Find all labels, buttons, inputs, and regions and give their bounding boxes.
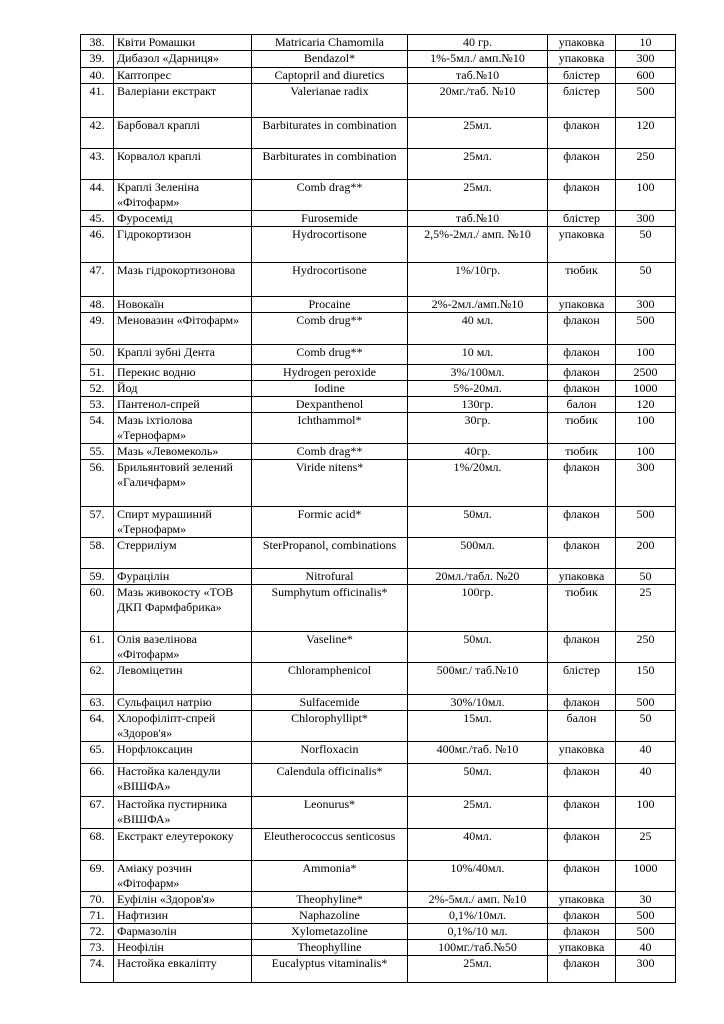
row-number-cell: 61. bbox=[81, 632, 114, 663]
table-row bbox=[81, 227, 676, 263]
dosage-form-cell: 40 мл. bbox=[408, 313, 548, 345]
package-cell: флакон bbox=[548, 956, 616, 983]
row-number-cell: 62. bbox=[81, 663, 114, 695]
inn-cell: Dexpanthenol bbox=[252, 397, 408, 413]
row-number-cell: 70. bbox=[81, 892, 114, 908]
dosage-form-cell: 10 мл. bbox=[408, 345, 548, 365]
dosage-form-cell: 25мл. bbox=[408, 118, 548, 149]
drug-name-cell: Мазь іхтіолова «Тернофарм» bbox=[114, 413, 252, 444]
table-row bbox=[81, 507, 676, 538]
inn-cell: Bendazol* bbox=[252, 51, 408, 68]
drug-name-cell: Настойка евкаліпту bbox=[114, 956, 252, 983]
table-row bbox=[81, 35, 676, 51]
table-row bbox=[81, 861, 676, 892]
inn-cell: Barbiturates in combination bbox=[252, 118, 408, 149]
quantity-cell: 500 bbox=[616, 313, 676, 345]
row-number-cell: 51. bbox=[81, 365, 114, 381]
quantity-cell: 100 bbox=[616, 413, 676, 444]
package-cell: упаковка bbox=[548, 227, 616, 263]
dosage-form-cell: 25мл. bbox=[408, 149, 548, 180]
drug-name-cell: Краплі Зеленіна «Фітофарм» bbox=[114, 180, 252, 211]
package-cell: блістер bbox=[548, 68, 616, 84]
inn-cell: Theophylline bbox=[252, 940, 408, 956]
table-row bbox=[81, 632, 676, 663]
quantity-cell: 300 bbox=[616, 211, 676, 227]
drug-name-cell: Пантенол-спрей bbox=[114, 397, 252, 413]
drug-name-cell: Екстракт елеутерококу bbox=[114, 829, 252, 861]
row-number-cell: 45. bbox=[81, 211, 114, 227]
drug-name-cell: Стерриліум bbox=[114, 538, 252, 569]
drug-name-cell: Спирт мурашиний «Тернофарм» bbox=[114, 507, 252, 538]
table-row bbox=[81, 180, 676, 211]
dosage-form-cell: 50мл. bbox=[408, 632, 548, 663]
drug-name-cell: Корвалол краплі bbox=[114, 149, 252, 180]
quantity-cell: 10 bbox=[616, 35, 676, 51]
table-row bbox=[81, 345, 676, 365]
row-number-cell: 56. bbox=[81, 460, 114, 507]
dosage-form-cell: 2%-2мл./амп.№10 bbox=[408, 297, 548, 313]
package-cell: флакон bbox=[548, 460, 616, 507]
drug-name-cell: Каптопрес bbox=[114, 68, 252, 84]
dosage-form-cell: 2%-5мл./ амп. №10 bbox=[408, 892, 548, 908]
inn-cell: Valerianae radix bbox=[252, 84, 408, 118]
row-number-cell: 48. bbox=[81, 297, 114, 313]
quantity-cell: 300 bbox=[616, 297, 676, 313]
table-row bbox=[81, 313, 676, 345]
row-number-cell: 66. bbox=[81, 764, 114, 797]
row-number-cell: 73. bbox=[81, 940, 114, 956]
row-number-cell: 54. bbox=[81, 413, 114, 444]
inn-cell: Sumphytum officinalis* bbox=[252, 585, 408, 632]
dosage-form-cell: таб.№10 bbox=[408, 68, 548, 84]
row-number-cell: 49. bbox=[81, 313, 114, 345]
drug-name-cell: Сульфацил натрію bbox=[114, 695, 252, 711]
dosage-form-cell: 40гр. bbox=[408, 444, 548, 460]
package-cell: упаковка bbox=[548, 35, 616, 51]
quantity-cell: 40 bbox=[616, 940, 676, 956]
quantity-cell: 500 bbox=[616, 507, 676, 538]
drug-name-cell: Еуфілін «Здоров'я» bbox=[114, 892, 252, 908]
inn-cell: Procaine bbox=[252, 297, 408, 313]
table-row bbox=[81, 460, 676, 507]
package-cell: балон bbox=[548, 711, 616, 742]
dosage-form-cell: 0,1%/10 мл. bbox=[408, 924, 548, 940]
drug-name-cell: Дибазол «Дарниця» bbox=[114, 51, 252, 68]
quantity-cell: 300 bbox=[616, 460, 676, 507]
row-number-cell: 72. bbox=[81, 924, 114, 940]
drug-name-cell: Краплі зубні Дента bbox=[114, 345, 252, 365]
quantity-cell: 50 bbox=[616, 569, 676, 585]
drug-name-cell: Настойка пустирника «ВІШФА» bbox=[114, 797, 252, 829]
package-cell: флакон bbox=[548, 118, 616, 149]
package-cell: балон bbox=[548, 397, 616, 413]
inn-cell: Hydrogen peroxide bbox=[252, 365, 408, 381]
dosage-form-cell: 500мг./ таб.№10 bbox=[408, 663, 548, 695]
dosage-form-cell: 20мг./таб. №10 bbox=[408, 84, 548, 118]
drug-name-cell: Новокаїн bbox=[114, 297, 252, 313]
package-cell: упаковка bbox=[548, 940, 616, 956]
table-row bbox=[81, 663, 676, 695]
drug-name-cell: Гідрокортизон bbox=[114, 227, 252, 263]
table-row bbox=[81, 149, 676, 180]
row-number-cell: 58. bbox=[81, 538, 114, 569]
drug-name-cell: Фуросемід bbox=[114, 211, 252, 227]
package-cell: флакон bbox=[548, 538, 616, 569]
drug-name-cell: Настойка календули «ВІШФА» bbox=[114, 764, 252, 797]
drug-name-cell: Фурацілін bbox=[114, 569, 252, 585]
table-row bbox=[81, 695, 676, 711]
inn-cell: SterPropanol, combinations bbox=[252, 538, 408, 569]
inn-cell: Xylometazoline bbox=[252, 924, 408, 940]
row-number-cell: 60. bbox=[81, 585, 114, 632]
quantity-cell: 250 bbox=[616, 149, 676, 180]
table-row bbox=[81, 940, 676, 956]
table-row bbox=[81, 84, 676, 118]
package-cell: упаковка bbox=[548, 742, 616, 764]
inn-cell: Barbiturates in combination bbox=[252, 149, 408, 180]
inn-cell: Captopril and diuretics bbox=[252, 68, 408, 84]
inn-cell: Calendula officinalis* bbox=[252, 764, 408, 797]
drug-name-cell: Мазь гідрокортизонова bbox=[114, 263, 252, 297]
quantity-cell: 50 bbox=[616, 227, 676, 263]
quantity-cell: 40 bbox=[616, 742, 676, 764]
row-number-cell: 44. bbox=[81, 180, 114, 211]
row-number-cell: 40. bbox=[81, 68, 114, 84]
table-row bbox=[81, 908, 676, 924]
inn-cell: Naphazoline bbox=[252, 908, 408, 924]
dosage-form-cell: 25мл. bbox=[408, 956, 548, 983]
quantity-cell: 120 bbox=[616, 397, 676, 413]
inn-cell: Vaseline* bbox=[252, 632, 408, 663]
drug-name-cell: Барбовал краплі bbox=[114, 118, 252, 149]
inn-cell: Hydrocortisone bbox=[252, 263, 408, 297]
quantity-cell: 300 bbox=[616, 956, 676, 983]
inn-cell: Eucalyptus vitaminalis* bbox=[252, 956, 408, 983]
quantity-cell: 100 bbox=[616, 180, 676, 211]
table-row bbox=[81, 297, 676, 313]
dosage-form-cell: 1%-5мл./ амп.№10 bbox=[408, 51, 548, 68]
package-cell: флакон bbox=[548, 908, 616, 924]
drug-name-cell: Йод bbox=[114, 381, 252, 397]
row-number-cell: 55. bbox=[81, 444, 114, 460]
table-row bbox=[81, 444, 676, 460]
package-cell: тюбик bbox=[548, 413, 616, 444]
table-row bbox=[81, 829, 676, 861]
inn-cell: Comb drag** bbox=[252, 444, 408, 460]
table-row bbox=[81, 585, 676, 632]
row-number-cell: 74. bbox=[81, 956, 114, 983]
quantity-cell: 25 bbox=[616, 585, 676, 632]
quantity-cell: 120 bbox=[616, 118, 676, 149]
quantity-cell: 100 bbox=[616, 444, 676, 460]
dosage-form-cell: 25мл. bbox=[408, 797, 548, 829]
inn-cell: Leonurus* bbox=[252, 797, 408, 829]
table-row bbox=[81, 51, 676, 68]
dosage-form-cell: 500мл. bbox=[408, 538, 548, 569]
quantity-cell: 1000 bbox=[616, 381, 676, 397]
table-row bbox=[81, 263, 676, 297]
drug-name-cell: Аміаку розчин «Фітофарм» bbox=[114, 861, 252, 892]
table-row bbox=[81, 711, 676, 742]
row-number-cell: 68. bbox=[81, 829, 114, 861]
quantity-cell: 250 bbox=[616, 632, 676, 663]
dosage-form-cell: 30гр. bbox=[408, 413, 548, 444]
inn-cell: Chloramphenicol bbox=[252, 663, 408, 695]
inn-cell: Nitrofural bbox=[252, 569, 408, 585]
quantity-cell: 500 bbox=[616, 924, 676, 940]
quantity-cell: 150 bbox=[616, 663, 676, 695]
row-number-cell: 52. bbox=[81, 381, 114, 397]
dosage-form-cell: 100мг./таб.№50 bbox=[408, 940, 548, 956]
package-cell: упаковка bbox=[548, 297, 616, 313]
inn-cell: Comb drug** bbox=[252, 345, 408, 365]
table-row bbox=[81, 797, 676, 829]
drug-name-cell: Нафтизин bbox=[114, 908, 252, 924]
drug-name-cell: Перекис водню bbox=[114, 365, 252, 381]
row-number-cell: 64. bbox=[81, 711, 114, 742]
row-number-cell: 50. bbox=[81, 345, 114, 365]
quantity-cell: 50 bbox=[616, 711, 676, 742]
row-number-cell: 71. bbox=[81, 908, 114, 924]
row-number-cell: 67. bbox=[81, 797, 114, 829]
inn-cell: Theophyline* bbox=[252, 892, 408, 908]
inn-cell: Ichthammol* bbox=[252, 413, 408, 444]
package-cell: тюбик bbox=[548, 263, 616, 297]
inn-cell: Formic acid* bbox=[252, 507, 408, 538]
quantity-cell: 500 bbox=[616, 84, 676, 118]
package-cell: флакон bbox=[548, 381, 616, 397]
dosage-form-cell: 400мг./таб. №10 bbox=[408, 742, 548, 764]
row-number-cell: 53. bbox=[81, 397, 114, 413]
drug-name-cell: Норфлоксацин bbox=[114, 742, 252, 764]
dosage-form-cell: 2,5%-2мл./ амп. №10 bbox=[408, 227, 548, 263]
quantity-cell: 300 bbox=[616, 51, 676, 68]
table-row bbox=[81, 397, 676, 413]
quantity-cell: 500 bbox=[616, 695, 676, 711]
drug-name-cell: Неофілін bbox=[114, 940, 252, 956]
drug-name-cell: Хлорофіліпт-спрей «Здоров'я» bbox=[114, 711, 252, 742]
package-cell: флакон bbox=[548, 632, 616, 663]
quantity-cell: 40 bbox=[616, 764, 676, 797]
quantity-cell: 30 bbox=[616, 892, 676, 908]
dosage-form-cell: 1%/10гр. bbox=[408, 263, 548, 297]
drug-name-cell: Олія вазелінова «Фітофарм» bbox=[114, 632, 252, 663]
drug-name-cell: Мазь живокосту «ТОВ ДКП Фармфабрика» bbox=[114, 585, 252, 632]
quantity-cell: 100 bbox=[616, 797, 676, 829]
drug-name-cell: Квіти Ромашки bbox=[114, 35, 252, 51]
package-cell: флакон bbox=[548, 924, 616, 940]
package-cell: флакон bbox=[548, 365, 616, 381]
inn-cell: Matricaria Chamomila bbox=[252, 35, 408, 51]
package-cell: блістер bbox=[548, 663, 616, 695]
table-row bbox=[81, 569, 676, 585]
dosage-form-cell: 50мл. bbox=[408, 764, 548, 797]
row-number-cell: 59. bbox=[81, 569, 114, 585]
package-cell: флакон bbox=[548, 149, 616, 180]
dosage-form-cell: 1%/20мл. bbox=[408, 460, 548, 507]
package-cell: упаковка bbox=[548, 51, 616, 68]
package-cell: упаковка bbox=[548, 892, 616, 908]
quantity-cell: 2500 bbox=[616, 365, 676, 381]
package-cell: флакон bbox=[548, 861, 616, 892]
drug-name-cell: Брильянтовий зелений «Галичфарм» bbox=[114, 460, 252, 507]
quantity-cell: 50 bbox=[616, 263, 676, 297]
dosage-form-cell: 100гр. bbox=[408, 585, 548, 632]
package-cell: тюбик bbox=[548, 444, 616, 460]
row-number-cell: 42. bbox=[81, 118, 114, 149]
package-cell: блістер bbox=[548, 84, 616, 118]
row-number-cell: 41. bbox=[81, 84, 114, 118]
table-row bbox=[81, 764, 676, 797]
table-row bbox=[81, 742, 676, 764]
dosage-form-cell: таб.№10 bbox=[408, 211, 548, 227]
row-number-cell: 39. bbox=[81, 51, 114, 68]
dosage-form-cell: 25мл. bbox=[408, 180, 548, 211]
dosage-form-cell: 40 гр. bbox=[408, 35, 548, 51]
package-cell: упаковка bbox=[548, 569, 616, 585]
drug-name-cell: Валеріани екстракт bbox=[114, 84, 252, 118]
row-number-cell: 38. bbox=[81, 35, 114, 51]
inn-cell: Comb drug** bbox=[252, 313, 408, 345]
quantity-cell: 1000 bbox=[616, 861, 676, 892]
row-number-cell: 63. bbox=[81, 695, 114, 711]
package-cell: флакон bbox=[548, 695, 616, 711]
table-row bbox=[81, 892, 676, 908]
quantity-cell: 600 bbox=[616, 68, 676, 84]
inn-cell: Hydrocortisone bbox=[252, 227, 408, 263]
package-cell: флакон bbox=[548, 313, 616, 345]
inn-cell: Iodine bbox=[252, 381, 408, 397]
inn-cell: Furosemide bbox=[252, 211, 408, 227]
dosage-form-cell: 40мл. bbox=[408, 829, 548, 861]
inn-cell: Chlorophyllipt* bbox=[252, 711, 408, 742]
dosage-form-cell: 20мл./табл. №20 bbox=[408, 569, 548, 585]
drug-name-cell: Левоміцетин bbox=[114, 663, 252, 695]
table-row bbox=[81, 413, 676, 444]
table-row bbox=[81, 365, 676, 381]
inn-cell: Ammonia* bbox=[252, 861, 408, 892]
table-row bbox=[81, 956, 676, 983]
medicine-table bbox=[80, 34, 676, 983]
row-number-cell: 65. bbox=[81, 742, 114, 764]
dosage-form-cell: 130гр. bbox=[408, 397, 548, 413]
dosage-form-cell: 10%/40мл. bbox=[408, 861, 548, 892]
package-cell: тюбик bbox=[548, 585, 616, 632]
table-row bbox=[81, 118, 676, 149]
row-number-cell: 43. bbox=[81, 149, 114, 180]
dosage-form-cell: 15мл. bbox=[408, 711, 548, 742]
dosage-form-cell: 0,1%/10мл. bbox=[408, 908, 548, 924]
package-cell: блістер bbox=[548, 211, 616, 227]
dosage-form-cell: 3%/100мл. bbox=[408, 365, 548, 381]
dosage-form-cell: 5%-20мл. bbox=[408, 381, 548, 397]
quantity-cell: 25 bbox=[616, 829, 676, 861]
inn-cell: Sulfacemide bbox=[252, 695, 408, 711]
inn-cell: Viride nitens* bbox=[252, 460, 408, 507]
quantity-cell: 200 bbox=[616, 538, 676, 569]
quantity-cell: 100 bbox=[616, 345, 676, 365]
package-cell: флакон bbox=[548, 829, 616, 861]
table-row bbox=[81, 924, 676, 940]
package-cell: флакон bbox=[548, 764, 616, 797]
row-number-cell: 47. bbox=[81, 263, 114, 297]
inn-cell: Norfloxacin bbox=[252, 742, 408, 764]
inn-cell: Eleutherococcus senticosus bbox=[252, 829, 408, 861]
quantity-cell: 500 bbox=[616, 908, 676, 924]
row-number-cell: 57. bbox=[81, 507, 114, 538]
table-row bbox=[81, 211, 676, 227]
table-row bbox=[81, 538, 676, 569]
inn-cell: Comb drag** bbox=[252, 180, 408, 211]
dosage-form-cell: 50мл. bbox=[408, 507, 548, 538]
package-cell: флакон bbox=[548, 507, 616, 538]
package-cell: флакон bbox=[548, 345, 616, 365]
package-cell: флакон bbox=[548, 797, 616, 829]
package-cell: флакон bbox=[548, 180, 616, 211]
drug-name-cell: Мазь «Левомеколь» bbox=[114, 444, 252, 460]
dosage-form-cell: 30%/10мл. bbox=[408, 695, 548, 711]
drug-name-cell: Меновазин «Фітофарм» bbox=[114, 313, 252, 345]
drug-name-cell: Фармазолін bbox=[114, 924, 252, 940]
table-body bbox=[81, 35, 676, 983]
row-number-cell: 46. bbox=[81, 227, 114, 263]
row-number-cell: 69. bbox=[81, 861, 114, 892]
table-row bbox=[81, 381, 676, 397]
table-row bbox=[81, 68, 676, 84]
